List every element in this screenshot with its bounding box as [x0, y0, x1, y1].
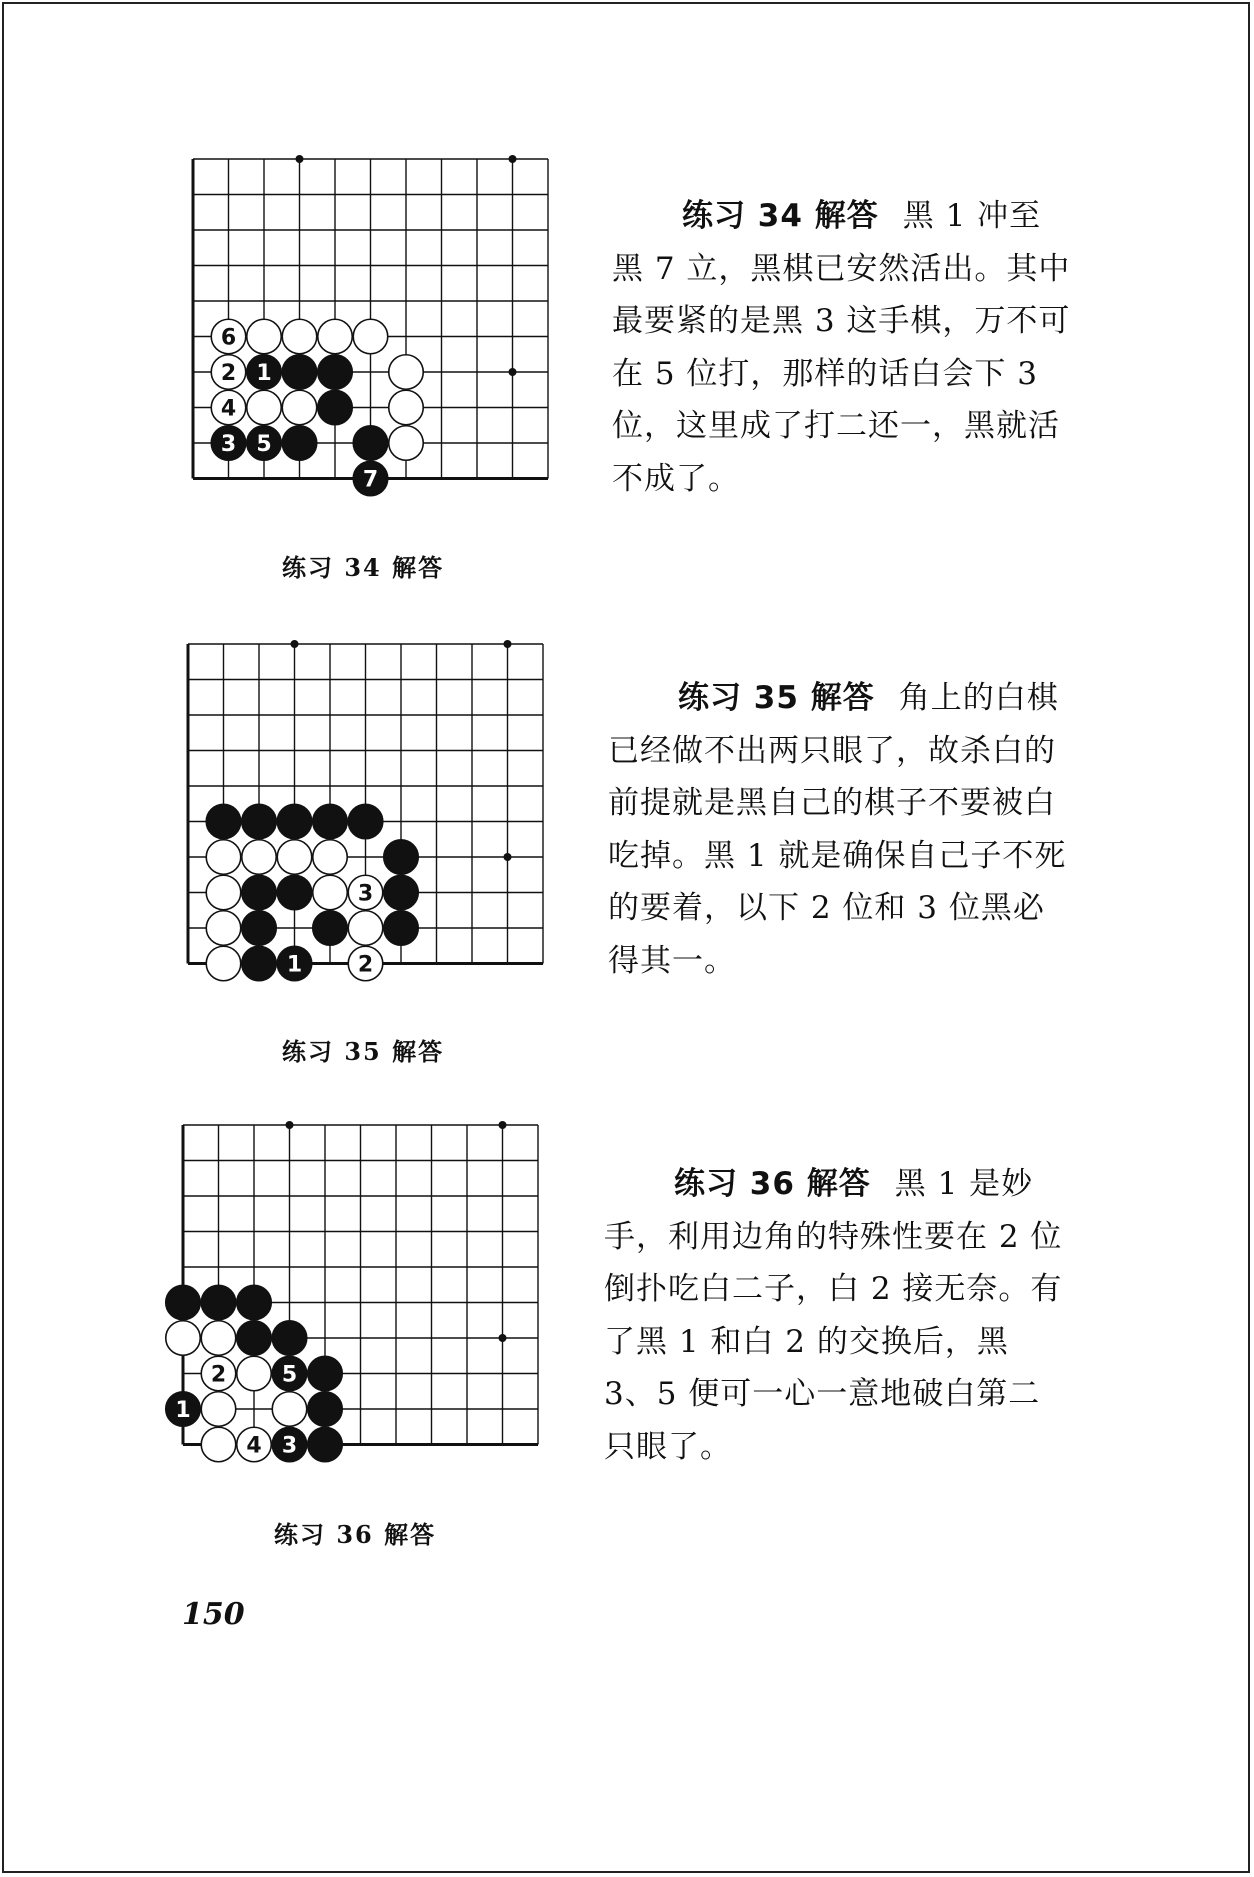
- black-stone: [237, 1321, 272, 1356]
- black-stone-disc: [237, 1321, 272, 1356]
- white-stone-disc: [389, 426, 424, 461]
- black-stone-disc: [318, 390, 353, 425]
- white-stone: [206, 911, 241, 946]
- white-stone: [237, 1356, 272, 1391]
- black-stone: [272, 1356, 307, 1391]
- white-stone-disc: [318, 319, 353, 354]
- black-stone: [242, 804, 277, 839]
- page-number: 150: [182, 1597, 245, 1632]
- move-number: 2: [210, 1362, 227, 1388]
- black-stone: [308, 1356, 343, 1391]
- white-stone-disc: [389, 355, 424, 390]
- black-stone: [272, 1427, 307, 1462]
- black-stone: [242, 911, 277, 946]
- answer-body-36: 黑 1 是妙手，利用边角的特殊性要在 2 位倒扑吃白二子，白 2 接无奈。有了黑 1 和白 2 的交换后，黑 3、5 便可一心一意地破白第二只眼了。: [604, 1166, 1063, 1465]
- black-stone-disc: [308, 1427, 343, 1462]
- move-number: 1: [256, 361, 272, 386]
- black-stone: [166, 1285, 201, 1320]
- white-stone: [247, 319, 282, 354]
- black-stone: [277, 804, 312, 839]
- black-stone-disc: [384, 911, 419, 946]
- white-stone-disc: [282, 390, 317, 425]
- white-stone-disc: [201, 1392, 236, 1427]
- move-number: 5: [256, 432, 272, 457]
- black-stone-disc: [353, 426, 388, 461]
- black-stone-disc: [277, 875, 312, 910]
- star-point: [504, 853, 512, 861]
- white-stone-disc: [277, 840, 312, 875]
- white-stone-disc: [282, 319, 317, 354]
- star-point: [291, 640, 299, 648]
- board-grid: [183, 1121, 538, 1445]
- white-stone: [348, 875, 383, 910]
- answer-text-36: [604, 1158, 1064, 1473]
- star-point: [499, 1334, 507, 1342]
- answer-heading-34: 练习 34 解答: [682, 198, 879, 234]
- black-stone-disc: [242, 911, 277, 946]
- go-board-36: [155, 1121, 535, 1501]
- white-stone-disc: [242, 840, 277, 875]
- white-stone: [272, 1392, 307, 1427]
- white-stone: [389, 355, 424, 390]
- black-stone: [237, 1285, 272, 1320]
- white-stone-disc: [313, 875, 348, 910]
- diagram-caption-36: 练习 36 解答: [274, 1520, 437, 1549]
- move-number: 4: [246, 1433, 262, 1459]
- black-stone: [348, 804, 383, 839]
- white-stone-disc: [247, 319, 282, 354]
- white-stone: [242, 840, 277, 875]
- black-stone: [272, 1321, 307, 1356]
- answer-body-35: 角上的白棋已经做不出两只眼了，故杀白的前提就是黑自己的棋子不要被白吃掉。黑 1 就是确保自己子不死的要着，以下 2 位和 3 位黑必得其一。: [608, 680, 1067, 979]
- answer-text-34: [612, 190, 1072, 505]
- move-number: 3: [357, 881, 374, 907]
- white-stone: [277, 840, 312, 875]
- white-stone-disc: [206, 911, 241, 946]
- black-stone-disc: [201, 1285, 236, 1320]
- black-stone: [308, 1427, 343, 1462]
- go-board-34: [165, 155, 545, 535]
- star-point: [509, 368, 517, 376]
- white-stone: [353, 319, 388, 354]
- black-stone: [384, 840, 419, 875]
- black-stone-disc: [308, 1392, 343, 1427]
- black-stone-disc: [166, 1285, 201, 1320]
- move-number: 2: [357, 952, 374, 978]
- white-stone: [206, 840, 241, 875]
- black-stone: [384, 911, 419, 946]
- move-number: 2: [220, 361, 237, 386]
- move-number: 4: [220, 396, 237, 422]
- white-stone: [389, 390, 424, 425]
- black-stone-disc: [277, 804, 312, 839]
- black-stone-disc: [206, 804, 241, 839]
- move-number: 3: [220, 432, 237, 457]
- black-stone: [277, 875, 312, 910]
- black-stone-disc: [313, 804, 348, 839]
- white-stone-disc: [201, 1427, 236, 1462]
- white-stone-disc: [247, 390, 282, 425]
- black-stone: [247, 426, 282, 461]
- black-stone: [166, 1392, 201, 1427]
- white-stone-disc: [353, 319, 388, 354]
- black-stone: [308, 1392, 343, 1427]
- black-stone-disc: [384, 875, 419, 910]
- move-number: 6: [220, 325, 237, 351]
- black-stone-disc: [348, 804, 383, 839]
- star-point: [286, 1121, 294, 1129]
- problem-34: [0, 0, 1254, 582]
- white-stone-disc: [206, 875, 241, 910]
- star-point: [296, 155, 304, 163]
- white-stone: [348, 911, 383, 946]
- move-number: 1: [286, 952, 303, 978]
- white-stone: [318, 319, 353, 354]
- black-stone: [353, 426, 388, 461]
- move-number: 7: [362, 467, 379, 493]
- white-stone-disc: [313, 840, 348, 875]
- black-stone-disc: [242, 804, 277, 839]
- white-stone-disc: [272, 1392, 307, 1427]
- black-stone: [282, 426, 317, 461]
- black-stone: [313, 804, 348, 839]
- black-stone: [384, 875, 419, 910]
- diagram-caption-34: 练习 34 解答: [282, 553, 445, 582]
- white-stone: [201, 1321, 236, 1356]
- black-stone-disc: [318, 355, 353, 390]
- problem-36: [0, 963, 1254, 1549]
- white-stone: [282, 390, 317, 425]
- white-stone: [211, 390, 246, 425]
- move-number: 1: [175, 1398, 191, 1423]
- white-stone-disc: [348, 911, 383, 946]
- white-stone-disc: [166, 1321, 201, 1356]
- black-stone-disc: [242, 875, 277, 910]
- black-stone-disc: [313, 911, 348, 946]
- black-stone: [282, 355, 317, 390]
- star-point: [499, 1121, 507, 1129]
- black-stone-disc: [308, 1356, 343, 1391]
- black-stone: [313, 911, 348, 946]
- white-stone: [166, 1321, 201, 1356]
- star-point: [509, 155, 517, 163]
- white-stone: [201, 1392, 236, 1427]
- white-stone: [237, 1427, 272, 1462]
- black-stone-disc: [282, 426, 317, 461]
- problem-35: [0, 482, 1254, 1066]
- white-stone: [211, 319, 246, 354]
- answer-text-35: [608, 672, 1068, 987]
- black-stone: [242, 875, 277, 910]
- white-stone: [313, 875, 348, 910]
- black-stone: [247, 355, 282, 390]
- white-stone-disc: [389, 390, 424, 425]
- white-stone: [201, 1356, 236, 1391]
- diagram-caption-35: 练习 35 解答: [282, 1037, 445, 1066]
- black-stone: [211, 426, 246, 461]
- white-stone-disc: [201, 1321, 236, 1356]
- white-stone: [389, 426, 424, 461]
- white-stone: [282, 319, 317, 354]
- black-stone-disc: [384, 840, 419, 875]
- answer-heading-35: 练习 35 解答: [678, 680, 875, 716]
- black-stone-disc: [272, 1321, 307, 1356]
- answer-heading-36: 练习 36 解答: [674, 1166, 871, 1202]
- white-stone: [313, 840, 348, 875]
- black-stone: [201, 1285, 236, 1320]
- move-number: 5: [281, 1362, 298, 1388]
- white-stone: [211, 355, 246, 390]
- white-stone-disc: [206, 840, 241, 875]
- black-stone-disc: [237, 1285, 272, 1320]
- black-stone: [206, 804, 241, 839]
- star-point: [504, 640, 512, 648]
- move-number: 3: [281, 1433, 298, 1459]
- white-stone: [247, 390, 282, 425]
- white-stone-disc: [237, 1356, 272, 1391]
- black-stone: [318, 390, 353, 425]
- black-stone-disc: [282, 355, 317, 390]
- white-stone: [201, 1427, 236, 1462]
- answer-body-34: 黑 1 冲至黑 7 立，黑棋已安然活出。其中最要紧的是黑 3 这手棋，万不可在 5 位打，那样的话白会下 3 位，这里成了打二还一，黑就活不成了。: [612, 198, 1071, 497]
- white-stone: [206, 875, 241, 910]
- black-stone: [318, 355, 353, 390]
